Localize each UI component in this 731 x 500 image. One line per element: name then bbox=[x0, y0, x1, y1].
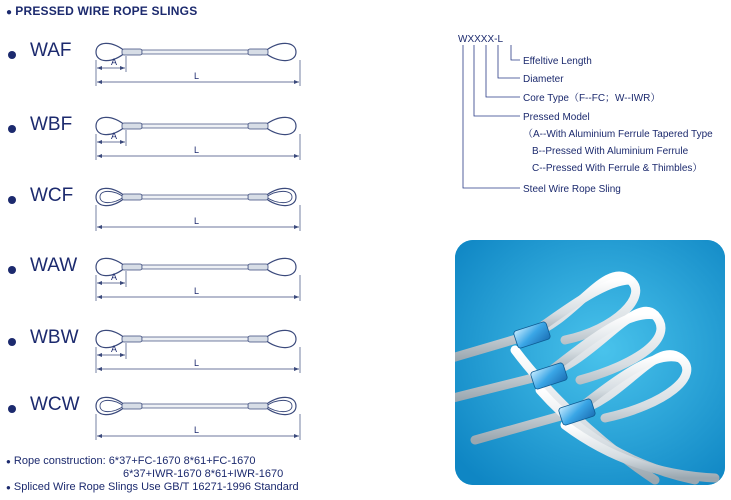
right-eye bbox=[264, 43, 296, 60]
right-eye bbox=[264, 397, 296, 414]
sling-row-waw bbox=[0, 253, 330, 313]
right-eye bbox=[264, 117, 296, 134]
sling-code: WBF bbox=[30, 114, 73, 135]
dim-label-l: L bbox=[194, 425, 200, 435]
right-ferrule bbox=[248, 403, 268, 409]
left-ferrule bbox=[122, 336, 142, 342]
sling-row-waf bbox=[0, 38, 330, 98]
rope-body bbox=[142, 195, 248, 199]
sling-drawing bbox=[0, 392, 330, 452]
sling-drawing bbox=[0, 253, 330, 313]
rope-body bbox=[142, 124, 248, 128]
right-eye bbox=[264, 330, 296, 347]
sling-drawing bbox=[0, 112, 330, 172]
legend-item-sling: Steel Wire Rope Sling bbox=[523, 184, 621, 195]
dim-label-a: A bbox=[111, 344, 118, 354]
rope-body bbox=[142, 337, 248, 341]
legend-item-model-c: C--Pressed With Ferrule & Thimbles） bbox=[532, 163, 703, 174]
left-eye bbox=[96, 188, 126, 205]
rope-body bbox=[142, 404, 248, 408]
right-ferrule bbox=[248, 49, 268, 55]
legend-item-model-b: B--Pressed With Aluminium Ferrule bbox=[532, 146, 689, 157]
dim-label-a: A bbox=[111, 272, 118, 282]
left-eye bbox=[96, 397, 126, 414]
code-legend-diagram bbox=[440, 30, 730, 200]
legend-item-model-a: （A--With Aluminium Ferrule Tapered Type bbox=[523, 129, 713, 140]
note-rope-construction-2 bbox=[6, 468, 299, 481]
legend-connectors bbox=[463, 45, 520, 188]
note-standard bbox=[6, 481, 299, 494]
note-bullet-2: ● bbox=[6, 483, 11, 492]
dim-label-l: L bbox=[194, 145, 200, 155]
left-ferrule bbox=[122, 194, 142, 200]
note-value-2: 6*37+IWR-1670 8*61+IWR-1670 bbox=[123, 468, 284, 480]
legend-code: WXXXX-L bbox=[458, 34, 504, 45]
dim-label-l: L bbox=[194, 216, 200, 226]
right-ferrule bbox=[248, 194, 268, 200]
legend-item-model: Pressed Model bbox=[523, 112, 590, 123]
sling-code: WAF bbox=[30, 40, 72, 61]
legend-item-length: Effeltive Length bbox=[523, 56, 592, 67]
right-ferrule bbox=[248, 336, 268, 342]
page-title bbox=[6, 4, 197, 18]
sling-photo bbox=[455, 240, 725, 485]
sling-code: WAW bbox=[30, 255, 78, 276]
sling-photo-image bbox=[455, 240, 725, 485]
right-ferrule bbox=[248, 264, 268, 270]
dim-label-l: L bbox=[194, 71, 200, 81]
title-bullet: ● bbox=[6, 7, 13, 18]
sling-row-wcw bbox=[0, 392, 330, 452]
note-rope-construction bbox=[6, 455, 299, 468]
sling-drawing bbox=[0, 325, 330, 385]
left-ferrule bbox=[122, 123, 142, 129]
sling-code: WBW bbox=[30, 327, 79, 348]
note-value-1: 6*37+FC-1670 8*61+FC-1670 bbox=[108, 455, 256, 467]
dim-label-l: L bbox=[194, 358, 200, 368]
legend-item-diameter: Diameter bbox=[523, 74, 564, 85]
sling-row-wbf bbox=[0, 112, 330, 172]
left-ferrule bbox=[122, 403, 142, 409]
left-ferrule bbox=[122, 49, 142, 55]
legend-item-core: Core Type（F--FC；W--IWR） bbox=[523, 93, 661, 104]
sling-code: WCW bbox=[30, 394, 80, 415]
rope-body bbox=[142, 50, 248, 54]
note-standard-text: Spliced Wire Rope Slings Use GB/T 16271-1996 Standard bbox=[13, 481, 299, 493]
left-ferrule bbox=[122, 264, 142, 270]
note-label: Rope construction: bbox=[13, 455, 106, 467]
sling-drawing bbox=[0, 38, 330, 98]
note-bullet: ● bbox=[6, 457, 11, 466]
right-ferrule bbox=[248, 123, 268, 129]
sling-row-wcf bbox=[0, 183, 330, 243]
sling-drawing bbox=[0, 183, 330, 243]
dim-label-l: L bbox=[194, 286, 200, 296]
sling-code: WCF bbox=[30, 185, 74, 206]
sling-row-wbw bbox=[0, 325, 330, 385]
rope-body bbox=[142, 265, 248, 269]
right-eye bbox=[264, 258, 296, 275]
right-eye bbox=[264, 188, 296, 205]
dim-label-a: A bbox=[111, 57, 118, 67]
title-text: PRESSED WIRE ROPE SLINGS bbox=[15, 4, 198, 18]
notes bbox=[6, 455, 299, 494]
dim-label-a: A bbox=[111, 131, 118, 141]
